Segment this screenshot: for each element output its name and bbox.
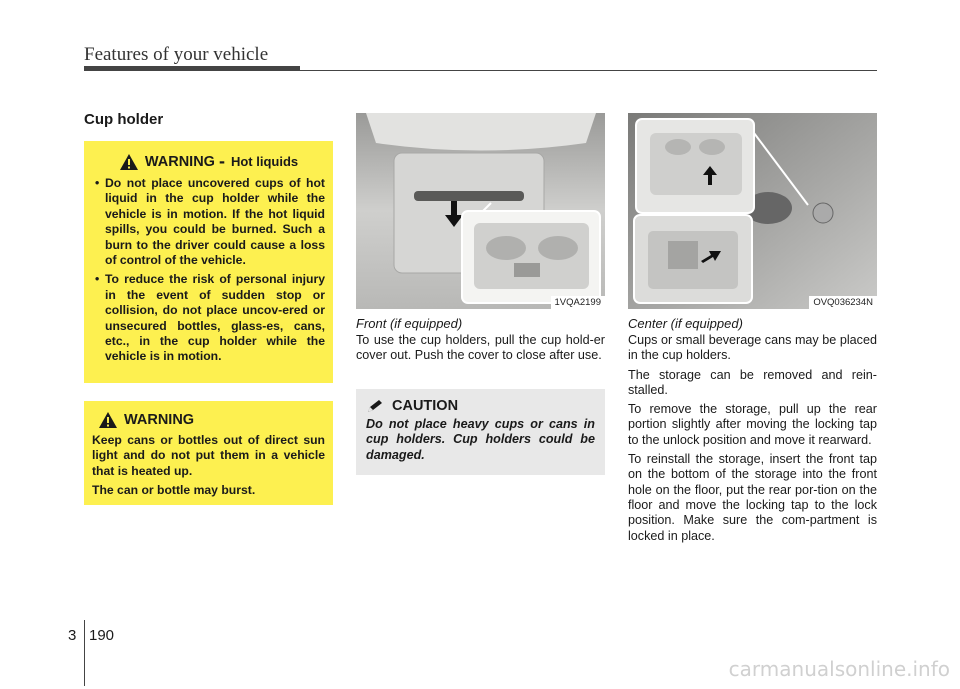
page-number: 190 <box>89 627 115 644</box>
page-rule <box>84 620 85 686</box>
warning-heading <box>92 151 325 172</box>
header-title: Features of your vehicle <box>84 44 269 65</box>
front-caption: Front (if equipped) <box>356 316 463 331</box>
front-cup-holder-illustration <box>356 113 605 309</box>
warning-title: WARNING <box>124 412 195 428</box>
warning-title: WARNING <box>144 153 215 170</box>
caution-heading <box>366 398 595 414</box>
figure-code: 1VQA2199 <box>551 296 605 309</box>
caution-pencil-icon <box>366 399 384 413</box>
center-paragraph: To remove the storage, pull up the rear portion slightly after moving the locking tap to the unlock position and move it rearward. <box>628 402 877 447</box>
warning-triangle-icon <box>98 411 118 429</box>
center-paragraph: To reinstall the storage, insert the front tap on the bottom of the storage into the front hole on the floor, put the rear por-tion on the floor and move the locking tap to the lock position. Make sure the com-partment is locked in place. <box>628 452 877 543</box>
warning-heading <box>92 411 325 429</box>
warning-dash: - <box>218 151 225 171</box>
center-body <box>628 333 877 548</box>
front-cup-holder-photo <box>356 113 605 309</box>
figure-code: OVQ036234N <box>809 296 877 309</box>
sunlight-warning-box <box>84 401 333 505</box>
warning-bullet: • To reduce the risk of personal injury in the event of sudden stop or collision, do not place uncov-ered or unsecured bottles, glass-es, cans, etc., in the cup holder while the vehicle is in motion. <box>95 272 325 364</box>
center-cup-holder-illustration <box>628 113 877 309</box>
caution-box <box>356 389 605 475</box>
warning-bullet: • Do not place uncovered cups of hot liquid in the cup holder while the vehicle is in motion. If the hot liquid spills, you could be burned. Such a burn to the driver could cause a loss of control of the vehicle. <box>95 176 325 268</box>
caution-title: CAUTION <box>392 398 459 414</box>
hot-liquids-warning-box <box>84 141 333 383</box>
watermark: carmanualsonline.info <box>728 657 950 681</box>
center-paragraph: Cups or small beverage cans may be placed in the cup holders. <box>628 333 877 363</box>
caution-text: Do not place heavy cups or cans in cup holders. Cup holders could be damaged. <box>366 417 595 462</box>
center-caption: Center (if equipped) <box>628 316 743 331</box>
warning-paragraph: The can or bottle may burst. <box>92 483 256 498</box>
section-title: Cup holder <box>84 111 164 128</box>
warning-paragraph: Keep cans or bottles out of direct sun light and do not put them in a vehicle that is heated up. <box>92 433 325 478</box>
header-rule <box>84 70 877 71</box>
center-paragraph: The storage can be removed and rein-stalled. <box>628 367 877 397</box>
section-number: 3 <box>68 627 77 644</box>
center-cup-holder-photo <box>628 113 877 309</box>
warning-triangle-icon <box>119 153 139 171</box>
front-body <box>356 333 605 368</box>
warning-subtitle: Hot liquids <box>230 154 299 169</box>
front-paragraph: To use the cup holders, pull the cup hold-er cover out. Push the cover to close after use. <box>356 333 605 363</box>
